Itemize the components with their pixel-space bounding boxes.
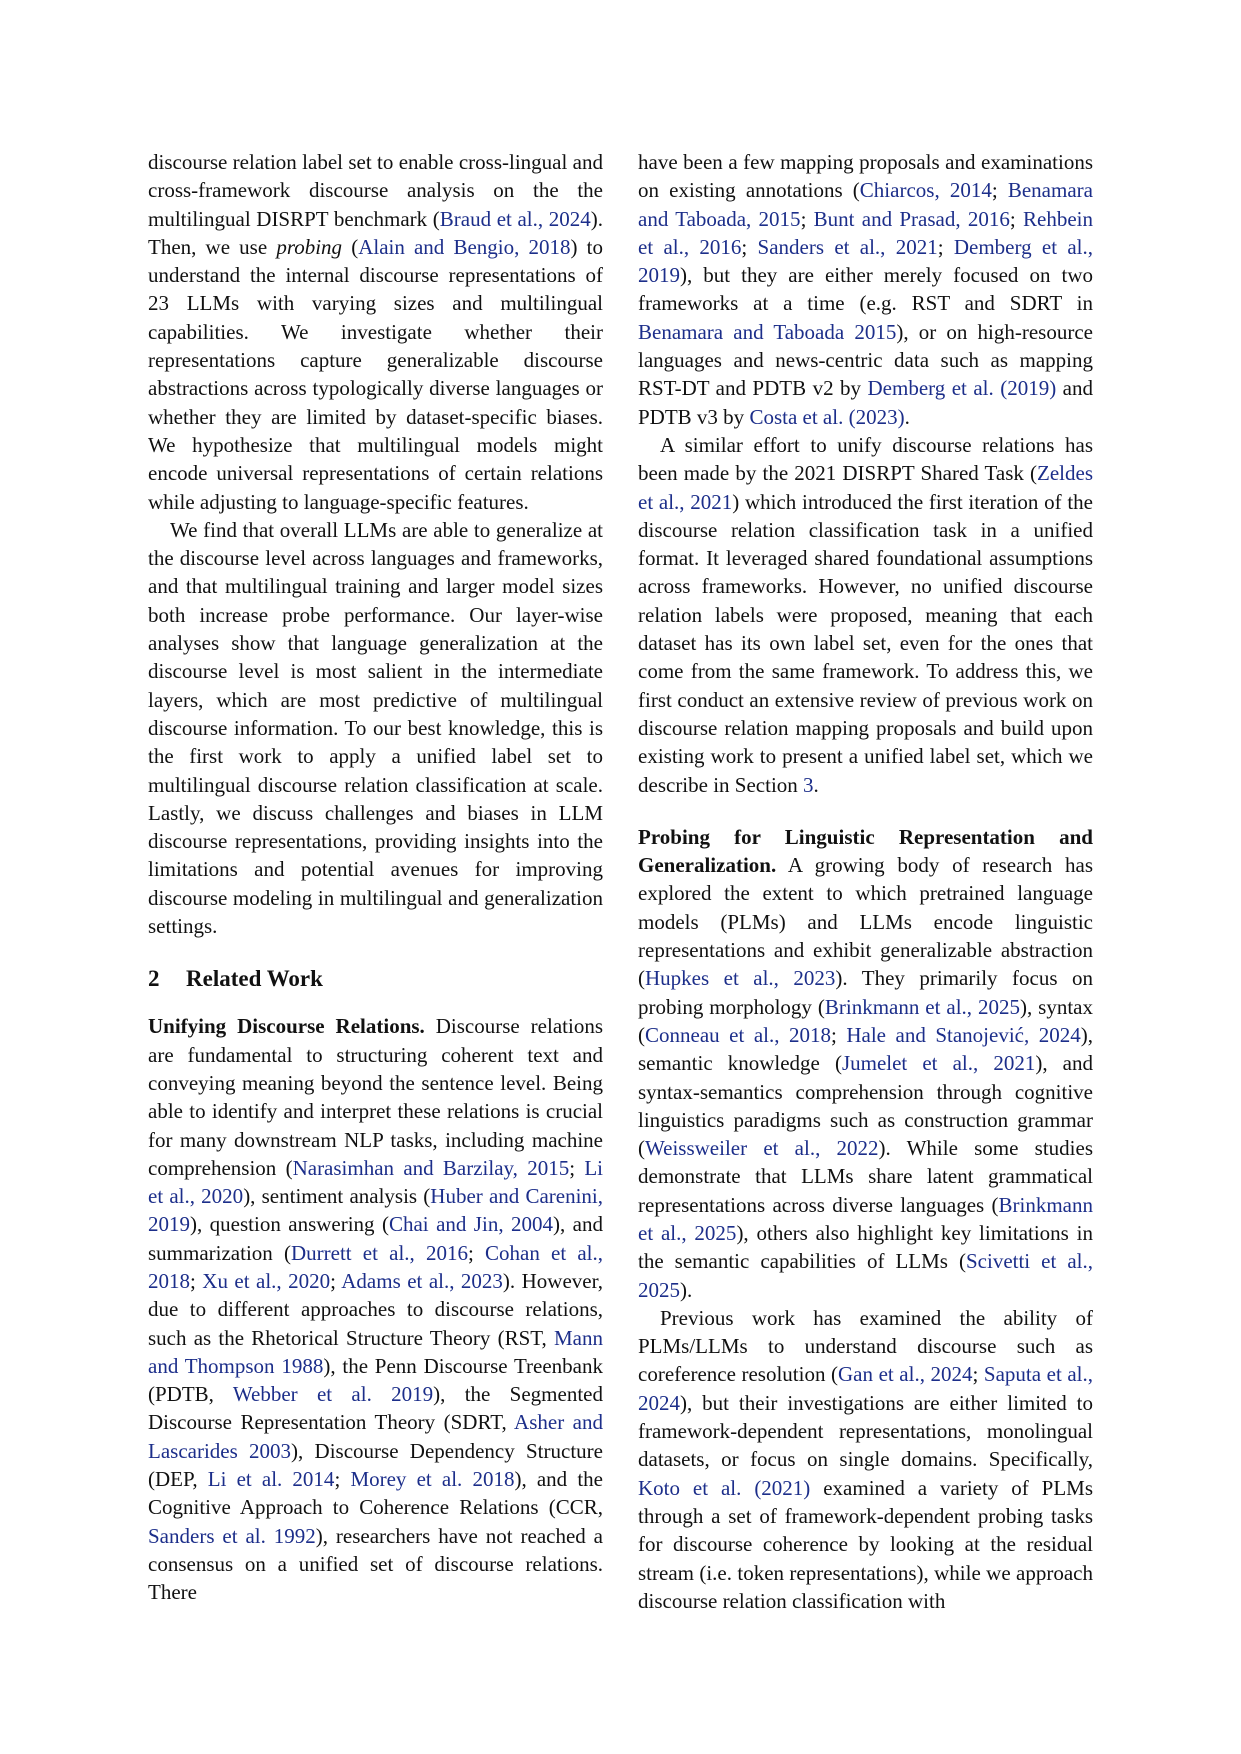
body-text: ;: [334, 1467, 351, 1492]
citation-link[interactable]: Li et al. 2014: [207, 1467, 335, 1492]
body-text: ), but their investigations are either limited to framework-dependent representations, monolingual datasets, or focus on single domains. Specifically,: [638, 1390, 1093, 1472]
citation-link[interactable]: Saputa et al., 2024: [638, 1362, 1093, 1415]
body-text: have been a few mapping proposals and examinations on existing annotations (: [638, 150, 1093, 203]
right-paragraph-4: [638, 1304, 1093, 1615]
body-text: ) to understand the internal discourse representations of 23 LLMs with varying sizes and multilingual capabilities. We investigate whether their representations capture generalizable discourse abstractions across typologically diverse languages or whether they are limited by dataset-specific biases. We hypothesize that multilingual models might encode universal representations of certain relations while adjusting to language-specific features.: [148, 234, 603, 514]
body-text: ;: [467, 1240, 485, 1265]
body-text: ), and the Cognitive Approach to Coherence Relations (CCR,: [148, 1467, 603, 1520]
left-paragraph-2: [148, 516, 603, 940]
citation-link[interactable]: Rehbein et al., 2016: [638, 206, 1093, 259]
citation-link[interactable]: Durrett et al., 2016: [290, 1240, 468, 1265]
body-text: ). Then, we use: [148, 206, 603, 259]
citation-link[interactable]: Alain and Bengio, 2018: [358, 234, 571, 259]
body-text: ;: [741, 234, 758, 259]
body-text: ), sentiment analysis (: [243, 1184, 431, 1209]
body-text: ), the Penn Discourse Treenbank (PDTB,: [148, 1353, 604, 1407]
citation-link[interactable]: Demberg et al., 2019: [638, 234, 1094, 288]
body-text: ), question answering (: [190, 1212, 389, 1237]
citation-link[interactable]: Bunt and Prasad, 2016: [813, 206, 1010, 231]
body-text: .: [904, 404, 910, 429]
citation-link[interactable]: Sanders et al. 1992: [148, 1523, 316, 1548]
citation-link[interactable]: Morey et al. 2018: [350, 1467, 515, 1492]
body-text: ), but they are either merely focused on two frameworks at a time (e.g. RST and SDRT in: [638, 263, 1093, 316]
body-text: ;: [991, 178, 1008, 203]
body-text: ), researchers have not reached a consensus on a unified set of discourse relations. There: [148, 1523, 603, 1605]
body-text: ), others also highlight key limitations in the semantic capabilities of LLMs (: [638, 1220, 1093, 1274]
body-text: and PDTB v3 by: [638, 376, 1094, 429]
citation-link[interactable]: Cohan et al., 2018: [148, 1240, 603, 1293]
citation-link[interactable]: Xu et al., 2020: [202, 1268, 331, 1293]
body-text: ), syntax (: [638, 994, 1093, 1047]
body-text: discourse relation label set to enable cross-lingual and cross-framework discourse analysis on the the multilingual DISRPT benchmark (: [148, 150, 603, 231]
body-text: ), Discourse Dependency Structure (DEP,: [148, 1438, 603, 1492]
body-text: ;: [569, 1155, 585, 1180]
body-text: ;: [800, 206, 814, 231]
citation-link[interactable]: Weissweiler et al., 2022: [645, 1136, 879, 1161]
citation-link[interactable]: Chai and Jin, 2004: [388, 1212, 553, 1237]
citation-link[interactable]: Webber et al. 2019: [232, 1382, 434, 1407]
citation-link[interactable]: Hupkes et al., 2023: [645, 966, 836, 991]
body-text: ), semantic knowledge (: [638, 1022, 1094, 1076]
body-text: ), and summarization (: [148, 1212, 603, 1265]
body-text: ;: [937, 234, 954, 259]
citation-link[interactable]: Costa et al. (2023): [749, 404, 905, 429]
body-text: ;: [972, 1362, 984, 1387]
body-text: ) which introduced the first iteration of the discourse relation classification task in a unified format. It leveraged shared foundational assumptions across frameworks. However, no unified discourse relation labels were proposed, meaning that each dataset has its own label set, even for the ones that come from the same framework. To address this, we first conduct an extensive review of previous work on discourse relation mapping proposals and build upon existing work to present a unified label set, which we describe in Section: [638, 489, 1093, 797]
right-paragraph-1: [638, 148, 1093, 431]
citation-link[interactable]: Huber and Carenini, 2019: [148, 1184, 604, 1237]
citation-link[interactable]: Zeldes et al., 2021: [638, 461, 1093, 514]
citation-link[interactable]: Gan et al., 2024: [838, 1362, 973, 1387]
citation-link[interactable]: Sanders et al., 2021: [757, 234, 938, 259]
paragraph-heading: Unifying Discourse Relations.: [148, 1014, 425, 1039]
citation-link[interactable]: Jumelet et al., 2021: [841, 1051, 1036, 1076]
body-text: Discourse relations are fundamental to structuring coherent text and conveying meaning beyond the sentence level. Being able to identify and interpret these relations is crucial for many downstream NLP tasks, including machine comprehension (: [148, 1014, 603, 1180]
left-column: [148, 148, 603, 1607]
citation-link[interactable]: Brinkmann et al., 2025: [824, 994, 1020, 1019]
citation-link[interactable]: Koto et al. (2021): [638, 1475, 811, 1500]
body-text: We find that overall LLMs are able to generalize at the discourse level across languages and frameworks, and that multilingual training and larger model sizes both increase probe performance. Our layer-wise analyses show that language generalization at the discourse level is most salient in the intermediate layers, which are most predictive of multilingual discourse information. To our best knowledge, this is the first work to apply a unified label set to multilingual discourse relation classification at scale. Lastly, we discuss challenges and biases in LLM discourse representations, providing insights into the limitations and potential avenues for improving discourse modeling in multilingual and generalization settings.: [148, 517, 603, 939]
section-number: 2: [148, 966, 160, 992]
body-text: ), and syntax-semantics comprehension through cognitive linguistics paradigms such as construction grammar (: [638, 1051, 1093, 1161]
right-paragraph-2: [638, 431, 1093, 799]
citation-link[interactable]: Benamara and Taboada 2015: [638, 319, 897, 344]
citation-link[interactable]: Asher and Lascarides 2003: [148, 1410, 603, 1463]
body-text: ). They primarily focus on probing morphology (: [638, 966, 1093, 1019]
citation-link[interactable]: Adams et al., 2023: [341, 1268, 503, 1293]
body-text: ;: [330, 1268, 342, 1293]
body-text: .: [813, 772, 819, 797]
paragraph-heading: Probing for Linguistic Representation and Generalization.: [638, 824, 1093, 878]
section-heading: [148, 964, 603, 994]
citation-link[interactable]: Braud et al., 2024: [439, 206, 591, 231]
citation-link[interactable]: Mann and Thompson 1988: [148, 1325, 603, 1378]
body-text: A similar effort to unify discourse relations has been made by the 2021 DISRPT Shared Task (: [638, 432, 1093, 486]
citation-link[interactable]: Benamara and Taboada, 2015: [638, 178, 1093, 231]
citation-link[interactable]: Chiarcos, 2014: [859, 178, 992, 203]
body-text: ;: [190, 1268, 203, 1293]
citation-link[interactable]: Scivetti et al., 2025: [638, 1249, 1093, 1302]
body-text: ;: [831, 1022, 847, 1047]
body-text: ).: [680, 1277, 693, 1302]
citation-link[interactable]: Li et al., 2020: [148, 1155, 604, 1209]
body-text: Previous work has examined the ability of PLMs/LLMs to understand discourse such as coreference resolution (: [638, 1305, 1093, 1387]
citation-link[interactable]: Demberg et al. (2019): [867, 376, 1057, 401]
body-text: (: [342, 234, 359, 259]
citation-link[interactable]: Brinkmann et al., 2025: [638, 1192, 1093, 1245]
body-text: ;: [1009, 206, 1023, 231]
right-column: [638, 148, 1093, 1615]
citation-link[interactable]: Conneau et al., 2018: [645, 1022, 831, 1047]
left-paragraph-3: [148, 1012, 603, 1606]
body-text: ), or on high-resource languages and news-centric data such as mapping RST-DT and PDTB v2 by: [638, 319, 1093, 401]
body-text: A growing body of research has explored the extent to which pretrained language models (PLMs) and LLMs encode linguistic representations and exhibit generalizable abstraction (: [638, 853, 1093, 991]
left-paragraph-1: [148, 148, 603, 516]
body-text: examined a variety of PLMs through a set of framework-dependent probing tasks for discourse coherence by looking at the residual stream (i.e. token representations), while we approach discourse relation classification with: [638, 1475, 1094, 1613]
body-text: ). While some studies demonstrate that LLMs share latent grammatical representations across diverse languages (: [638, 1136, 1094, 1217]
citation-link[interactable]: Narasimhan and Barzilay, 2015: [292, 1155, 570, 1180]
citation-link[interactable]: Hale and Stanojević, 2024: [846, 1022, 1081, 1047]
right-paragraph-3: [638, 823, 1093, 1304]
body-text: ), the Segmented Discourse Representation Theory (SDRT,: [148, 1382, 603, 1435]
emphasis-text: probing: [276, 234, 343, 259]
citation-link[interactable]: 3: [803, 772, 814, 797]
body-text: ). However, due to different approaches to discourse relations, such as the Rhetorical Structure Theory (RST,: [148, 1268, 603, 1350]
section-title: Related Work: [186, 966, 323, 992]
